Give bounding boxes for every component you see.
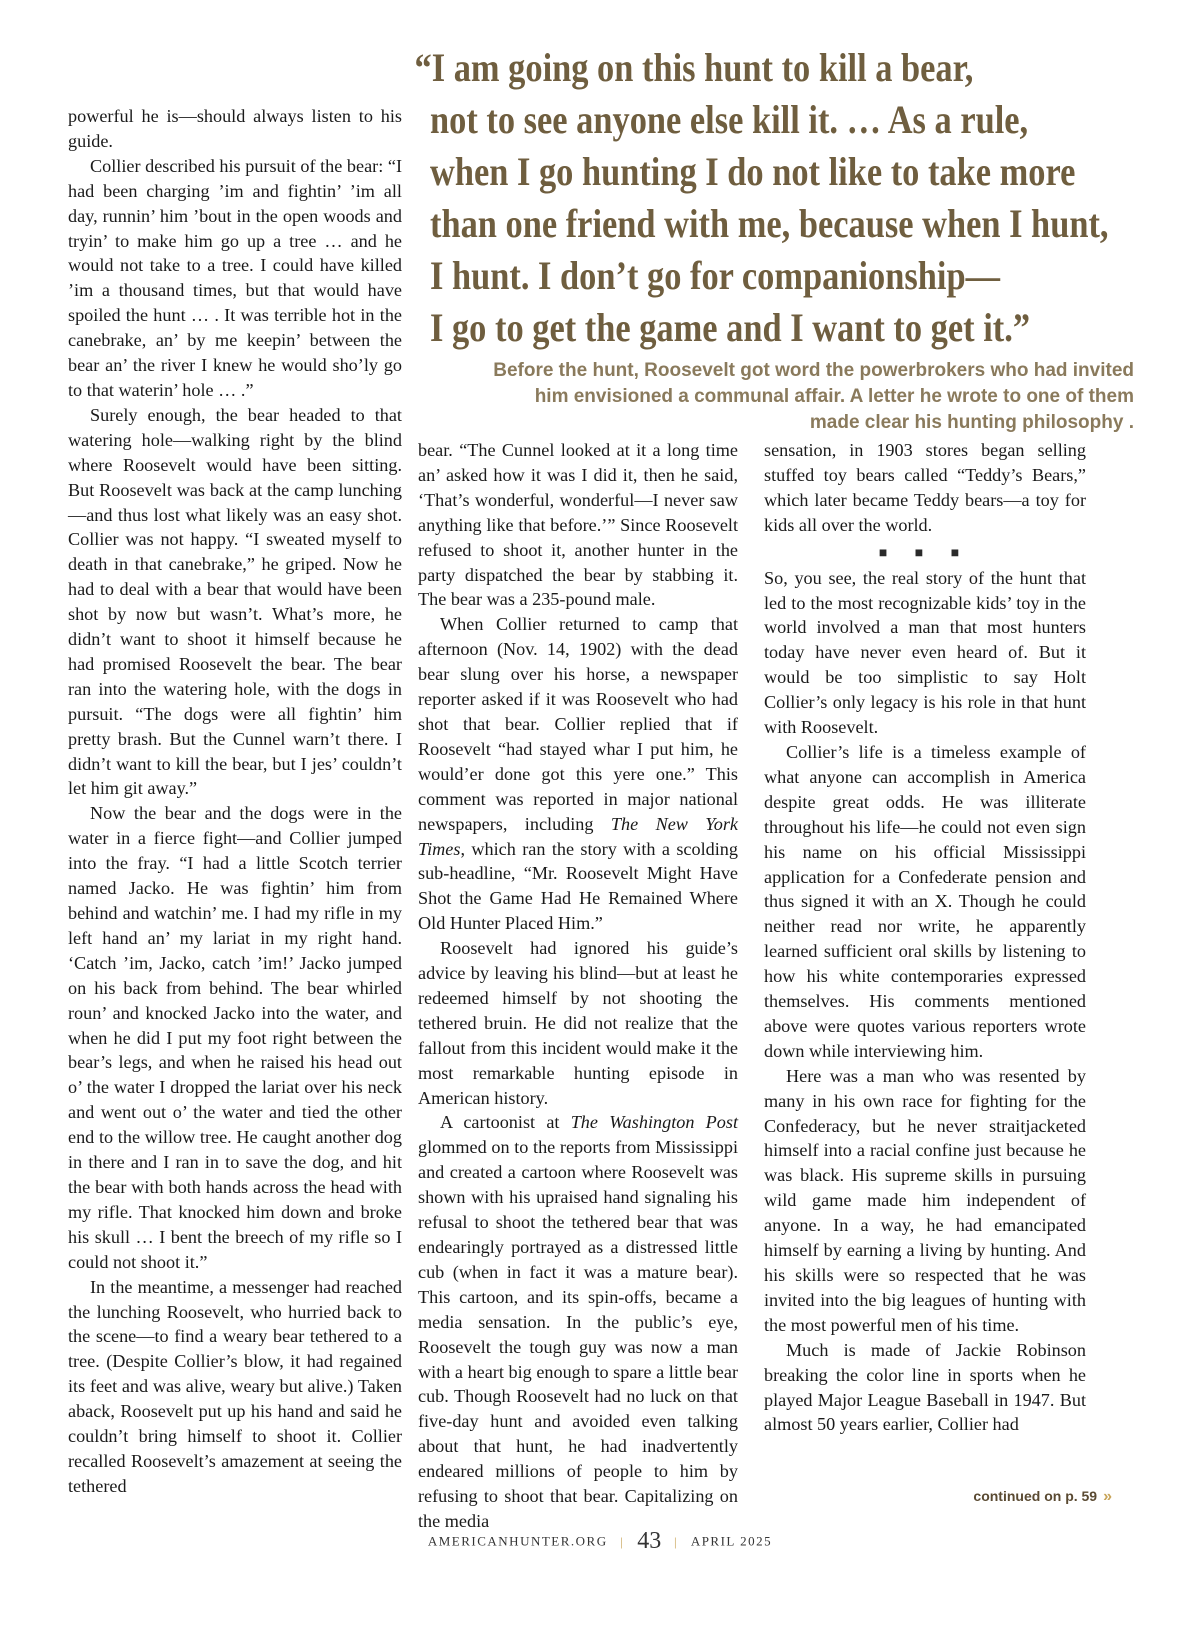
paragraph: Roosevelt had ignored his guide’s advice by leaving his blind—but at least he redeemed himself by not shooting the tethered bruin. He did not realize that the fallout from this incident would make it the most remarkable hunting episode in American history. [418, 938, 738, 1108]
continued-label: continued on p. 59 [973, 1488, 1098, 1504]
paragraph: So, you see, the real story of the hunt that led to the most recognizable kids’ toy in the world involved a man that most hunters today have never even heard of. But it would be too simplistic to say Holt Collier’s only legacy is his role in that hunt with Roosevelt. [764, 567, 1086, 738]
page-number: 43 [637, 1528, 662, 1554]
pull-quote-line: than one friend with me, because when I hunt, [430, 201, 1109, 246]
pull-quote-line: I go to get the game and I want to get it.” [430, 305, 1031, 350]
paragraph [418, 612, 738, 936]
article-column-2 [418, 438, 738, 1534]
paragraph: Here was a man who was resented by many in his own race for fighting for the Confederacy, but he never straitjacketed himself into a racial confine just because he was black. His supreme skills in pursuing wild game made him independent of anyone. In a way, he had emancipated himself by earning a living by hunting. And his skills were so respected that he was invited into the big leagues of hunting with the most powerful men of his time. [764, 1065, 1086, 1335]
caption-line: him envisioned a communal affair. A letter he wrote to one of them [534, 386, 1134, 407]
footer-date: APRIL 2025 [690, 1533, 773, 1549]
pull-quote [414, 42, 1109, 354]
article-column-3 [764, 438, 1086, 1437]
text-run: A cartoonist at [440, 1112, 571, 1133]
paragraph: Much is made of Jackie Robinson breaking the color line in sports when he played Major League Baseball in 1947. But almost 50 years earlier, Collier had [764, 1339, 1086, 1435]
text-run: glommed on to the reports from Mississippi and created a cartoon where Roosevelt was shown with his upraised hand signaling his refusal to shoot the tethered bear that was endearingly portrayed as a distressed little cub (when in fact it was a mature bear). This cartoon, and its spin-offs, became a media sensation. In the public’s eye, Roosevelt the tough guy was now a man with a heart big enough to spare a little bear cub. Though Roosevelt had no luck on that five-day hunt and avoided even talking about that hunt, he had inadvertently endeared millions of people to him by refusing to shoot that bear. Capitalizing on the media [418, 1137, 738, 1531]
footer-separator: | [673, 1533, 679, 1549]
publication-title: The Washington Post [570, 1112, 738, 1133]
paragraph: In the meantime, a messenger had reached the lunching Roosevelt, who hurried back to the scene—to find a weary bear tethered to a tree. (Despite Collier’s blow, it had regained its feet and was alive, weary but alive.) Taken aback, Roosevelt put up his hand and said he couldn’t bring himself to shoot it. Collier recalled Roosevelt’s amazement at seeing the tethered [68, 1276, 402, 1496]
text-run: When Collier returned to camp that afternoon (Nov. 14, 1902) with the dead bear slung over his horse, a newspaper reporter asked if it was Roosevelt who had shot that bear. Collier replied that if Roosevelt “had stayed whar I put him, he would’er done got this yere one.” This comment was reported in major national newspapers, including [418, 614, 738, 834]
pull-quote-line: I hunt. I don’t go for companionship— [430, 253, 1000, 298]
footer-separator: | [620, 1533, 625, 1549]
double-chevron-right-icon: » [1103, 1488, 1112, 1505]
paragraph: powerful he is—should always listen to his guide. [68, 106, 402, 151]
paragraph: sensation, in 1903 stores began selling stuffed toy bears called “Teddy’s Bears,” which later became Teddy bears—a toy for kids all over the world. [764, 440, 1086, 535]
publication-title: The New York Times [418, 813, 738, 859]
paragraph: Collier described his pursuit of the bear: “I had been charging ’im and fightin’ ’im all day, runnin’ him ’bout in the open woods and tryin’ to make him go up a tree … and he would not take to a tree. I could have killed ’im a thousand times, but that would have spoiled the hunt … . It was terrible hot in the canebrake, an’ by me keepin’ between the bear an’ the river I knew he would sho’ly go to that waterin’ hole … .” [68, 155, 402, 400]
footer-website: AMERICANHUNTER.ORG [427, 1533, 608, 1549]
pull-quote-line: “I am going on this hunt to kill a bear, [414, 45, 974, 90]
paragraph: Collier’s life is a timeless example of what anyone can accomplish in America despite great odds. He was illiterate throughout his life—he could not even sign his name on his official Mississippi application for a Confederate pension and thus signed it with an X. Though he could neither read nor write, he apparently learned sufficient oral skills by listening to how his white contemporaries expressed themselves. His comments mentioned above were quotes various reporters wrote down while interviewing him. [764, 741, 1086, 1061]
pull-quote-line: when I go hunting I do not like to take more [430, 149, 1076, 194]
pull-quote-line: not to see anyone else kill it. … As a rule, [430, 97, 1029, 142]
caption-line: Before the hunt, Roosevelt got word the powerbrokers who had invited [493, 360, 1134, 381]
section-break-ornament: ■ ■ ■ [878, 545, 972, 561]
caption-line: made clear his hunting philosophy . [809, 412, 1134, 433]
text-run: , which ran the story with a scolding sub-headline, “Mr. Roosevelt Might Have Shot the Game Had He Remained Where Old Hunter Placed Him.” [418, 838, 738, 934]
paragraph: Surely enough, the bear headed to that watering hole—walking right by the blind where Roosevelt would have been sitting. But Roosevelt was back at the camp lunching—and thus lost what likely was an easy shot. Collier was not happy. “I sweated myself to death in that canebrake,” he griped. Now he had to deal with a bear that would have been shot by now but wasn’t. What’s more, he didn’t want to shoot it himself because he had promised Roosevelt the bear. The bear ran into the watering hole, with the dogs in pursuit. “The dogs were all fightin’ him pretty brash. But the Cunnel warn’t there. I didn’t want to kill the bear, but I jes’ couldn’t let him git away.” [68, 404, 402, 799]
paragraph [418, 1110, 738, 1533]
page-footer [0, 1528, 1200, 1555]
pull-quote-caption [414, 358, 1134, 436]
paragraph: bear. “The Cunnel looked at it a long time an’ asked how it was I did it, then he said, ‘That’s wonderful, wonderful—I never saw anything like that before.’” Since Roosevelt refused to shoot it, another hunter in the party dispatched the bear by stabbing it. The bear was a 235-pound male. [418, 440, 738, 610]
article-column-1 [68, 104, 402, 1499]
paragraph: Now the bear and the dogs were in the water in a fierce fight—and Collier jumped into the fray. “I had a little Scotch terrier named Jacko. He was fightin’ him from behind and watchin’ me. I had my rifle in my left hand an’ my lariat in my right hand. ‘Catch ’im, Jacko, catch ’im!’ Jacko jumped on his back from behind. The bear whirled roun’ and knocked Jacko into the water, and when he did I put my foot right between the bear’s legs, and when he raised his head out o’ the water I dropped the lariat over his neck and went out o’ the water and tied the other end to the willow tree. He caught another dog in there and I ran in to save the dog, and hit the bear with both hands across the head with my rifle. That knocked him down and broke his skull … I bent the breech of my rifle so I could not shoot it.” [68, 803, 402, 1272]
continued-link[interactable] [973, 1488, 1112, 1506]
